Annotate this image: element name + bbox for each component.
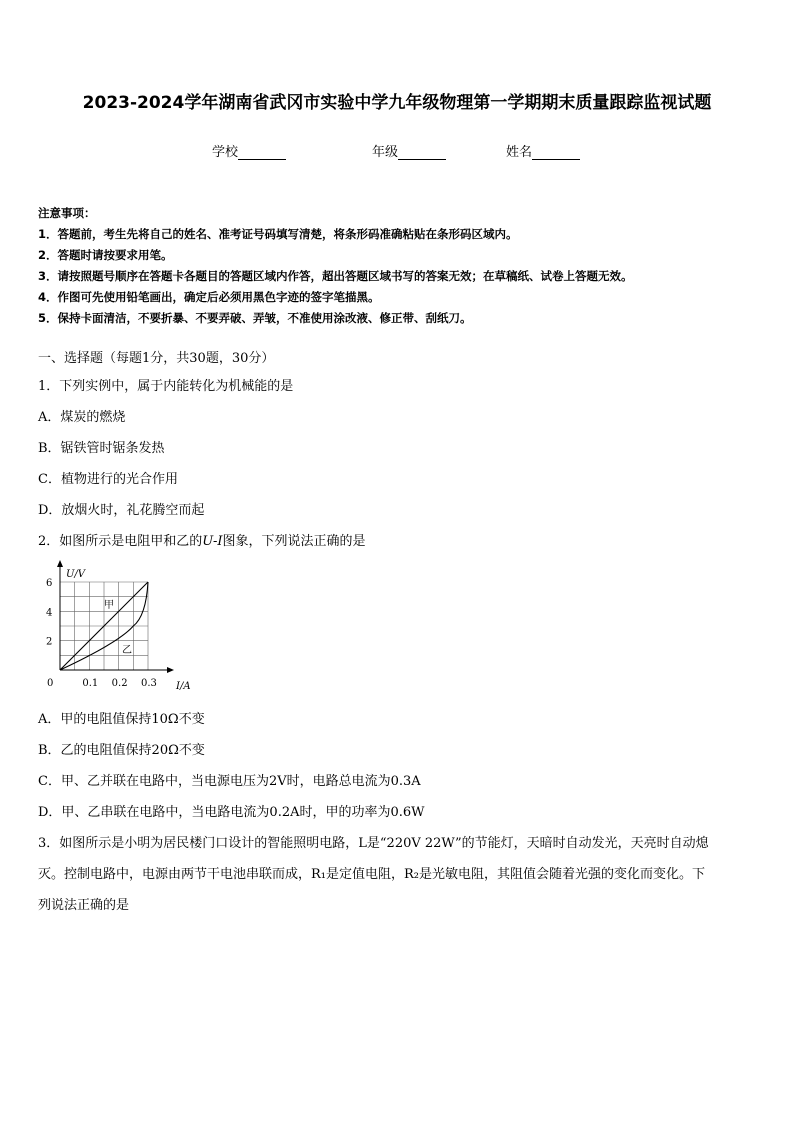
q2-option-a: A．甲的电阻值保持10Ω不变 <box>38 712 205 727</box>
notes-heading: 注意事项： <box>38 206 96 220</box>
school-label: 学校 <box>212 145 239 160</box>
info-line <box>0 141 794 161</box>
grade-label: 年级 <box>372 145 399 160</box>
q1-stem: 1．下列实例中，属于内能转化为机械能的是 <box>38 379 294 394</box>
y-tick-label: 4 <box>46 607 53 619</box>
q3-line: 灭。控制电路中，电源由两节干电池串联而成，R₁是定值电阻，R₂是光敏电阻，其阻值会随着光强的变化而变化。下 <box>38 867 705 882</box>
series-label-yi: 乙 <box>122 645 132 656</box>
q1-option-a: A．煤炭的燃烧 <box>38 410 126 425</box>
page-title: 2023-2024学年湖南省武冈市实验中学九年级物理第一学期期末质量跟踪监视试题 <box>82 93 712 113</box>
school-field <box>212 141 286 160</box>
q1-option-d: D．放烟火时，礼花腾空而起 <box>38 503 205 518</box>
x-tick-label: 0.2 <box>111 678 128 689</box>
q1-option-c: C．植物进行的光合作用 <box>38 472 178 487</box>
x-axis-arrow <box>167 667 174 673</box>
q2-stem <box>38 530 366 549</box>
q2-option-b: B．乙的电阻值保持20Ω不变 <box>38 743 205 758</box>
note-item: 2．答题时请按要求用笔。 <box>38 248 173 262</box>
school-blank <box>238 145 286 160</box>
q2-option-c: C．甲、乙并联在电路中，当电源电压为2V时，电路总电流为0.3A <box>38 774 421 789</box>
note-item: 1．答题前，考生先将自己的姓名、准考证号码填写清楚，将条形码准确粘贴在条形码区域内。 <box>38 227 518 241</box>
q2-stem-ui: U-I <box>202 534 223 549</box>
y-axis-label: U/V <box>66 569 86 580</box>
chart-labels <box>46 569 191 692</box>
y-tick-label: 2 <box>46 636 53 648</box>
series-label-jia: 甲 <box>104 600 114 611</box>
q1-option-b: B．锯铁管时锯条发热 <box>38 441 165 456</box>
grade-blank <box>398 145 446 160</box>
origin-label: 0 <box>47 678 54 689</box>
q2-stem-part: 2．如图所示是电阻甲和乙的 <box>38 534 203 549</box>
note-item: 3．请按照题号顺序在答题卡各题目的答题区域内作答，超出答题区域书写的答案无效；在草稿纸、试卷上答题无效。 <box>38 269 633 283</box>
name-blank <box>532 145 580 160</box>
q2-stem-part: 图象，下列说法正确的是 <box>222 534 366 549</box>
q2-option-d: D．甲、乙串联在电路中，当电路电流为0.2A时，甲的功率为0.6W <box>38 805 425 820</box>
q3-line: 3．如图所示是小明为居民楼门口设计的智能照明电路，L是“220V 22W”的节能灯，天暗时自动发光，天亮时自动熄 <box>38 836 709 851</box>
ui-chart <box>38 560 191 692</box>
section-heading: 一、选择题（每题1分，共30题，30分） <box>38 351 275 366</box>
note-item: 5．保持卡面清洁，不要折暴、不要弄破、弄皱，不准使用涂改液、修正带、刮纸刀。 <box>38 311 472 325</box>
x-tick-label: 0.3 <box>141 678 157 689</box>
notes-section <box>38 203 633 329</box>
name-label: 姓名 <box>506 145 533 160</box>
x-tick-label: 0.1 <box>82 678 99 689</box>
x-axis-label: I/A <box>176 681 191 692</box>
note-item: 4．作图可先使用铅笔画出，确定后必须用黑色字迹的签字笔描黑。 <box>38 290 380 304</box>
grade-field <box>372 141 446 160</box>
name-field <box>506 141 580 160</box>
y-tick-label: 6 <box>46 578 53 589</box>
y-axis-arrow <box>57 560 63 567</box>
q3-line: 列说法正确的是 <box>38 898 130 913</box>
